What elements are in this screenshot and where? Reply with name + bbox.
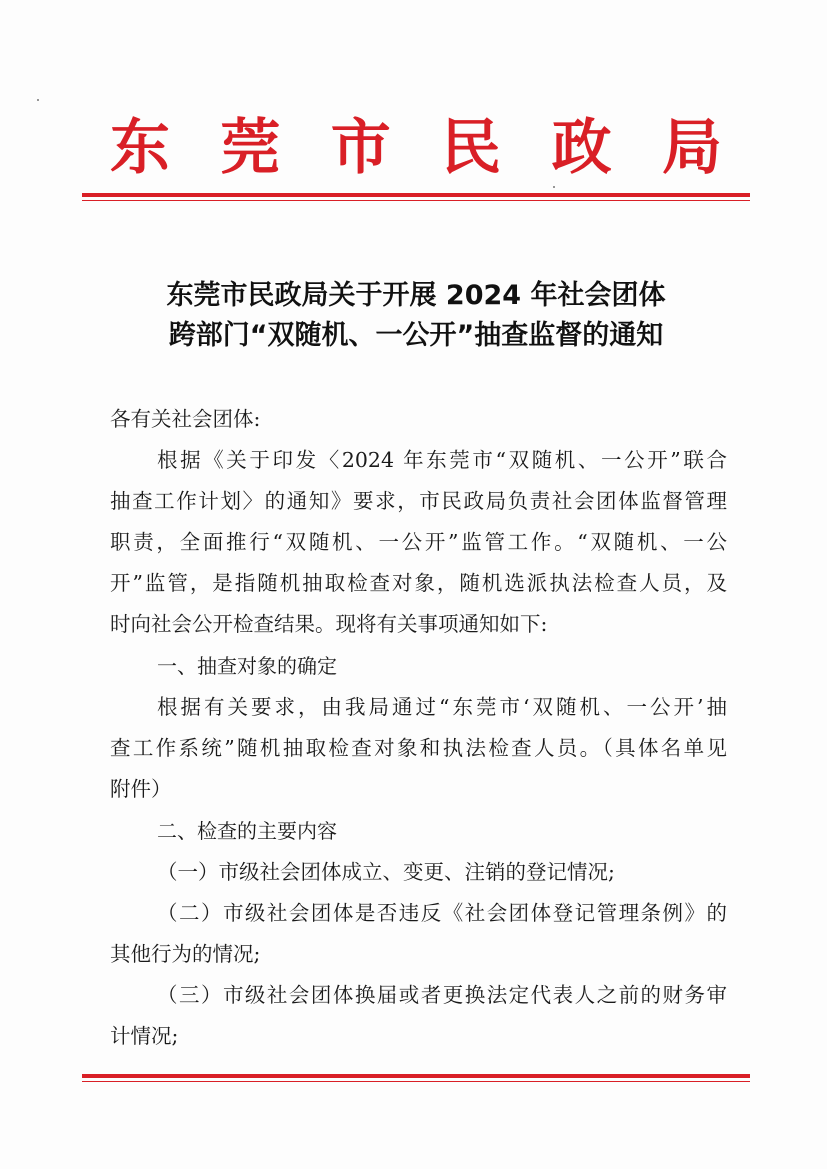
document-title-line-1: 东莞市民政局关于开展 2024 年社会团体 (166, 280, 666, 311)
header-red-rule-thin (82, 200, 750, 201)
paragraph-line: 根据有关要求，由我局通过“东莞市‘双随机、一公开’抽 (157, 695, 727, 719)
paragraph-line: 抽查工作计划〉的通知》要求，市民政局负责社会团体监督管理 (110, 489, 727, 513)
paragraph-line: 附件） (110, 777, 172, 801)
list-item: （二）市级社会团体是否违反《社会团体登记管理条例》的 (157, 901, 727, 925)
header-char: 局 (661, 113, 722, 183)
paragraph-line: 职责，全面推行“双随机、一公开”监管工作。“双随机、一公 (110, 530, 727, 554)
header-char: 民 (441, 113, 502, 183)
footer-red-rule-thick (82, 1074, 750, 1078)
list-item: （一）市级社会团体成立、变更、注销的登记情况; (157, 860, 615, 884)
header-char: 政 (551, 113, 612, 183)
paragraph-line: 根据《关于印发〈2024 年东莞市“双随机、一公开”联合 (157, 448, 727, 472)
paragraph-line: 时向社会公开检查结果。现将有关事项通知如下: (110, 612, 548, 636)
paragraph-line: 开”监管，是指随机抽取检查对象，随机选派执法检查人员，及 (110, 571, 727, 595)
header-char: 莞 (220, 113, 281, 183)
issuing-authority-header (110, 108, 722, 188)
scan-speck (37, 99, 39, 101)
paragraph-line: 查工作系统”随机抽取检查对象和执法检查人员。（具体名单见 (110, 736, 727, 760)
salutation: 各有关社会团体: (110, 407, 261, 431)
list-item-continuation: 其他行为的情况; (110, 942, 261, 966)
section-heading: 二、检查的主要内容 (157, 819, 337, 843)
document-title-line-2: 跨部门“双随机、一公开”抽查监督的通知 (168, 320, 664, 351)
header-char: 东 (110, 113, 170, 183)
header-red-rule-thick (82, 193, 750, 197)
list-item-continuation: 计情况; (110, 1024, 179, 1048)
header-char: 市 (330, 113, 391, 183)
list-item: （三）市级社会团体换届或者更换法定代表人之前的财务审 (157, 983, 727, 1007)
footer-red-rule-thin (82, 1081, 750, 1082)
section-heading: 一、抽查对象的确定 (157, 654, 337, 678)
